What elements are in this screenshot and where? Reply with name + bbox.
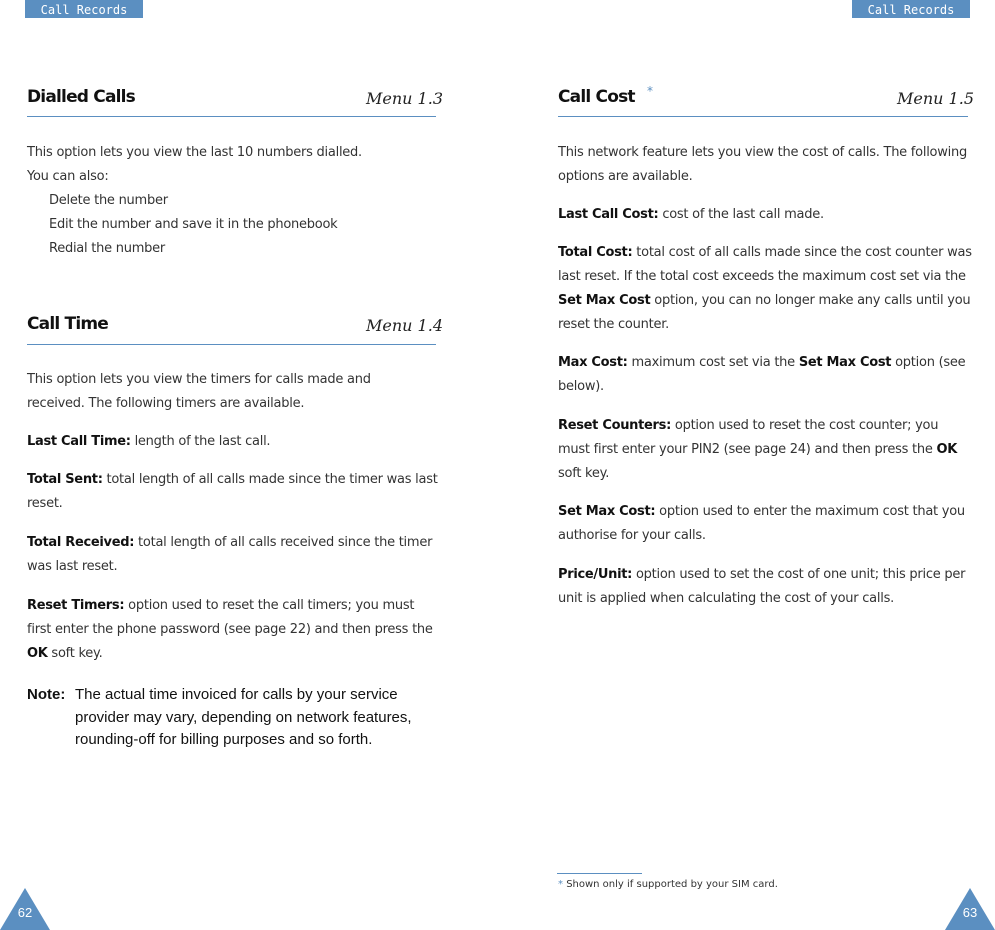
footnote-asterisk: * (558, 879, 563, 890)
dialled-option-delete: Delete the number (49, 193, 168, 208)
ok-key-label: OK (27, 646, 48, 661)
dialled-calls-title: Dialled Calls (27, 87, 136, 107)
reset-timers-desc: option used to reset the call timers; you must first enter the phone password (see page 22) and then press the (27, 598, 433, 637)
total-cost-ref: Set Max Cost (558, 293, 651, 308)
call-cost-intro: This network feature lets you view the cost of calls. The following options are available. (558, 145, 967, 184)
total-sent-term: Total Sent: (27, 472, 103, 487)
max-cost-term: Max Cost: (558, 355, 628, 370)
price-unit-desc: option used to set the cost of one unit; this price per unit is applied when calculating the cost of your calls. (558, 567, 966, 606)
total-cost-desc: total cost of all calls made since the cost counter was last reset. If the total cost exceeds the maximum cost set via the (558, 245, 972, 284)
reset-timers-term: Reset Timers: (27, 598, 125, 613)
note-text: The actual time invoiced for calls by your service provider may vary, depending on network features, rounding-off for billing purposes and so forth. (75, 686, 412, 748)
max-cost-desc-end: option (see below). (558, 355, 966, 394)
last-call-time-term: Last Call Time: (27, 434, 131, 449)
set-max-cost-entry (558, 500, 968, 548)
call-cost-asterisk: * (647, 84, 653, 98)
total-received-desc: total length of all calls received since the timer was last reset. (27, 535, 433, 574)
dialled-calls-menu-ref: Menu 1.3 (366, 89, 443, 108)
last-call-time-desc: length of the last call. (134, 434, 271, 449)
last-call-cost-desc: cost of the last call made. (662, 207, 824, 222)
dialled-calls-rule (27, 116, 436, 117)
note-block (27, 684, 442, 752)
set-max-cost-term: Set Max Cost: (558, 504, 656, 519)
price-unit-term: Price/Unit: (558, 567, 633, 582)
page-number-left-label: 62 (17, 905, 33, 920)
last-call-cost-entry (558, 203, 973, 227)
total-received-term: Total Received: (27, 535, 135, 550)
call-cost-title: Call Cost (558, 87, 635, 107)
dialled-calls-body (27, 141, 442, 261)
dialled-calls-line1: This option lets you view the last 10 numbers dialled. (27, 145, 362, 160)
call-time-menu-ref: Menu 1.4 (366, 316, 443, 335)
call-time-title: Call Time (27, 314, 108, 334)
price-unit-entry (558, 563, 968, 611)
footnote-text: Shown only if supported by your SIM card. (566, 879, 778, 890)
reset-timers-entry (27, 594, 435, 666)
section-tab-right: Call Records (852, 0, 970, 18)
dialled-option-edit: Edit the number and save it in the phonebook (49, 217, 338, 232)
section-tab-left: Call Records (25, 0, 143, 18)
total-received-entry (27, 531, 435, 579)
call-time-intro: This option lets you view the timers for calls made and received. The following timers are available. (27, 372, 371, 411)
reset-counters-desc: option used to reset the cost counter; you must first enter your PIN2 (see page 24) and then press the (558, 418, 939, 457)
footnote-rule (557, 873, 642, 874)
call-cost-menu-ref: Menu 1.5 (897, 89, 974, 108)
set-max-cost-desc: option used to enter the maximum cost that you authorise for your calls. (558, 504, 965, 543)
footnote (558, 879, 778, 890)
total-sent-entry (27, 468, 442, 516)
reset-counters-desc-end: soft key. (558, 466, 610, 481)
total-cost-entry (558, 241, 973, 337)
reset-counters-entry (558, 414, 973, 486)
last-call-time-entry (27, 430, 442, 454)
max-cost-desc: maximum cost set via the (631, 355, 795, 370)
total-cost-desc-end: option, you can no longer make any calls until you reset the counter. (558, 293, 971, 332)
total-sent-desc: total length of all calls made since the timer was last reset. (27, 472, 438, 511)
max-cost-entry (558, 351, 968, 399)
note-label: Note: (27, 686, 66, 703)
page-number-right-label: 63 (962, 905, 978, 920)
call-time-rule (27, 344, 436, 345)
call-cost-rule (558, 116, 968, 117)
dialled-option-redial: Redial the number (49, 241, 165, 256)
reset-counters-term: Reset Counters: (558, 418, 671, 433)
page-number-right (945, 888, 995, 930)
total-cost-term: Total Cost: (558, 245, 633, 260)
page-number-left (0, 888, 50, 930)
dialled-calls-line2: You can also: (27, 169, 109, 184)
last-call-cost-term: Last Call Cost: (558, 207, 659, 222)
max-cost-ref: Set Max Cost (798, 355, 892, 370)
ok-key-label-right: OK (936, 442, 958, 457)
reset-timers-desc-end: soft key. (51, 646, 103, 661)
